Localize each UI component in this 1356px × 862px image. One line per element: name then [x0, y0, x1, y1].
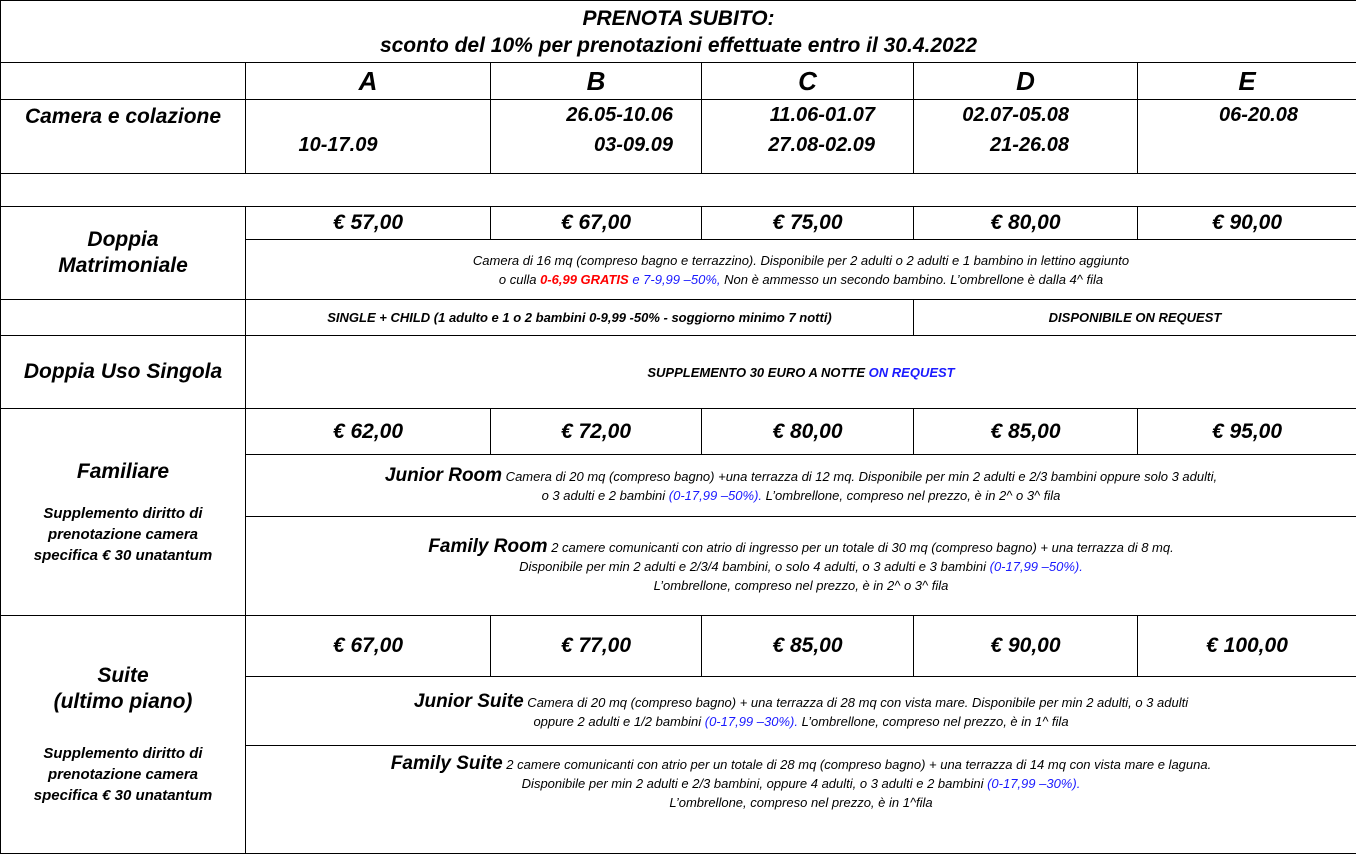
junior-suite-discount: (0-17,99 –30%).: [704, 713, 798, 729]
price-doppia-e: € 90,00: [1138, 207, 1356, 240]
familiare-label: Familiare: [76, 459, 170, 483]
row-label-suite: [1, 616, 246, 854]
price-familiare-e: € 95,00: [1138, 409, 1356, 455]
promo-row: [1, 1, 1356, 63]
doppia-label-line2: Matrimoniale: [58, 254, 188, 277]
family-room-discount: (0-17,99 –50%).: [989, 559, 1083, 574]
family-suite-line3: L’ombrellone, compreso nel prezzo, è in 1^fila: [669, 795, 933, 810]
dates-d-line2: 21-26.08: [990, 134, 1069, 156]
junior-room-description: [246, 455, 1356, 517]
column-header-b: B: [491, 63, 702, 100]
price-suite-e: € 100,00: [1138, 616, 1356, 677]
dates-b-line1: 26.05-10.06: [566, 104, 673, 126]
dates-b-line2: 03-09.09: [594, 134, 673, 156]
column-header-e: E: [1138, 63, 1356, 100]
dates-e: [1138, 100, 1356, 174]
price-suite-d: € 90,00: [914, 616, 1138, 677]
familiare-supplement: Supplemento diritto di prenotazione camera specifica € 30 unatantum: [33, 504, 213, 564]
single-child-on-request: DISPONIBILE ON REQUEST: [914, 300, 1356, 336]
price-doppia-d: € 80,00: [914, 207, 1138, 240]
price-familiare-d: € 85,00: [914, 409, 1138, 455]
doppia-child-discount: e 7-9,99 –50%,: [628, 271, 721, 287]
price-doppia-a: € 57,00: [246, 207, 491, 240]
family-room-description: [246, 517, 1356, 616]
family-suite-text1: 2 camere comunicanti con atrio per un totale di 28 mq (compreso bagno) + una terrazza di 14 mq con vista mare e laguna.: [502, 757, 1212, 772]
price-suite-b: € 77,00: [491, 616, 702, 677]
junior-suite-line1: [246, 692, 1356, 712]
column-header-c: C: [702, 63, 914, 100]
family-suite-discount: (0-17,99 –30%).: [987, 776, 1081, 791]
junior-room-text2a: o 3 adulti e 2 bambini: [541, 488, 669, 503]
junior-suite-text1: Camera di 20 mq (compreso bagno) + una terrazza di 28 mq con vista mare. Disponibile per min 2 adulti, o 3 adulti: [523, 694, 1189, 710]
dates-a: [246, 100, 491, 174]
single-child-row: [1, 300, 1356, 336]
price-doppia-b: € 67,00: [491, 207, 702, 240]
family-room-text1: 2 camere comunicanti con atrio di ingresso per un totale di 30 mq (compreso bagno) + una terrazza di 8 mq.: [547, 540, 1174, 555]
dates-e-line1: 06-20.08: [1219, 104, 1298, 126]
family-suite-line1: [246, 754, 1356, 774]
dus-row: [1, 336, 1356, 409]
doppia-desc-line1: Camera di 16 mq (compreso bagno e terrazzino). Disponibile per 2 adulti o 2 adulti e 1 bambino in lettino aggiunto: [472, 252, 1130, 268]
row-label-doppia-matrimoniale: [1, 207, 246, 300]
family-room-title: Family Room: [428, 536, 548, 557]
doppia-desc-l2-a: o culla: [498, 271, 541, 287]
family-suite-text2a: Disponibile per min 2 adulti e 2/3 bambini, oppure 4 adulti, o 3 adulti e 2 bambini: [521, 776, 988, 791]
family-room-line2: [246, 557, 1356, 576]
junior-suite-description: [246, 677, 1356, 746]
single-child-empty-cell: [1, 300, 246, 336]
doppia-desc-l2-b: Non è ammesso un secondo bambino. L’ombrellone è dalla 4^ fila: [720, 271, 1104, 287]
price-familiare-b: € 72,00: [491, 409, 702, 455]
junior-room-text2b: L’ombrellone, compreso nel prezzo, è in 2^ o 3^ fila: [762, 488, 1061, 503]
promo-banner: [1, 1, 1356, 63]
doppia-price-row: [1, 207, 1356, 240]
junior-room-line1: [246, 466, 1356, 486]
empty-corner-cell: [1, 63, 246, 100]
row-label-familiare: [1, 409, 246, 616]
spacer-cell: [1, 174, 1356, 207]
family-room-line1: [246, 537, 1356, 557]
family-room-line3: L’ombrellone, compreso nel prezzo, è in 2^ o 3^ fila: [653, 578, 949, 593]
dates-c: [702, 100, 914, 174]
price-doppia-c: € 75,00: [702, 207, 914, 240]
row-label-camera-colazione: Camera e colazione: [1, 100, 246, 174]
dates-b: [491, 100, 702, 174]
row-label-doppia-uso-singola: Doppia Uso Singola: [1, 336, 246, 409]
doppia-desc-line2: [246, 270, 1356, 289]
dates-c-line1: 11.06-01.07: [769, 104, 875, 126]
price-suite-a: € 67,00: [246, 616, 491, 677]
dus-on-request: ON REQUEST: [868, 364, 955, 380]
suite-price-row: [1, 616, 1356, 677]
junior-room-discount: (0-17,99 –50%).: [668, 488, 763, 503]
suite-label-line2: (ultimo piano): [53, 690, 193, 713]
doppia-label-line1: Doppia: [87, 228, 159, 251]
dates-c-line2: 27.08-02.09: [768, 134, 875, 156]
familiare-price-row: [1, 409, 1356, 455]
suite-supplement: Supplemento diritto di prenotazione camera specifica € 30 unatantum: [33, 745, 213, 804]
price-suite-c: € 85,00: [702, 616, 914, 677]
family-room-text2a: Disponibile per min 2 adulti e 2/3/4 bambini, o solo 4 adulti, o 3 adulti e 3 bambini: [519, 559, 990, 574]
junior-suite-title: Junior Suite: [413, 690, 524, 712]
junior-room-title: Junior Room: [384, 465, 503, 486]
junior-room-text1: Camera di 20 mq (compreso bagno) +una terrazza di 12 mq. Disponibile per min 2 adulti e 2/3 bambini oppure solo 3 adulti,: [502, 469, 1218, 484]
dates-a-line2: 10-17.09: [298, 134, 378, 156]
dates-row: [1, 100, 1356, 174]
column-header-a: A: [246, 63, 491, 100]
column-header-d: D: [914, 63, 1138, 100]
promo-title: PRENOTA SUBITO:: [582, 6, 775, 30]
doppia-description: [246, 240, 1356, 300]
family-suite-title: Family Suite: [390, 753, 503, 774]
single-child-offer: SINGLE + CHILD (1 adulto e 1 o 2 bambini 0-9,99 -50% - soggiorno minimo 7 notti): [246, 300, 914, 336]
dates-d: [914, 100, 1138, 174]
dates-d-line1: 02.07-05.08: [962, 104, 1069, 126]
family-suite-line2: [246, 774, 1356, 793]
dates-a-line1: [246, 100, 490, 130]
dus-supplement: [246, 336, 1356, 409]
junior-room-line2: [246, 486, 1356, 505]
junior-suite-text2b: L’ombrellone, compreso nel prezzo, è in 1^ fila: [797, 713, 1069, 729]
junior-suite-line2: [246, 712, 1356, 731]
price-familiare-a: € 62,00: [246, 409, 491, 455]
price-familiare-c: € 80,00: [702, 409, 914, 455]
family-suite-description: [246, 746, 1356, 854]
column-header-row: [1, 63, 1356, 100]
spacer-row: [1, 174, 1356, 207]
dus-supplement-text: SUPPLEMENTO 30 EURO A NOTTE: [647, 364, 869, 380]
doppia-free-child: 0-6,99 GRATIS: [540, 271, 629, 287]
promo-discount: sconto del 10% per prenotazioni effettuate entro il 30.4.2022: [379, 33, 978, 57]
junior-suite-text2a: oppure 2 adulti e 1/2 bambini: [533, 713, 705, 729]
suite-label-line1: Suite: [97, 664, 149, 687]
